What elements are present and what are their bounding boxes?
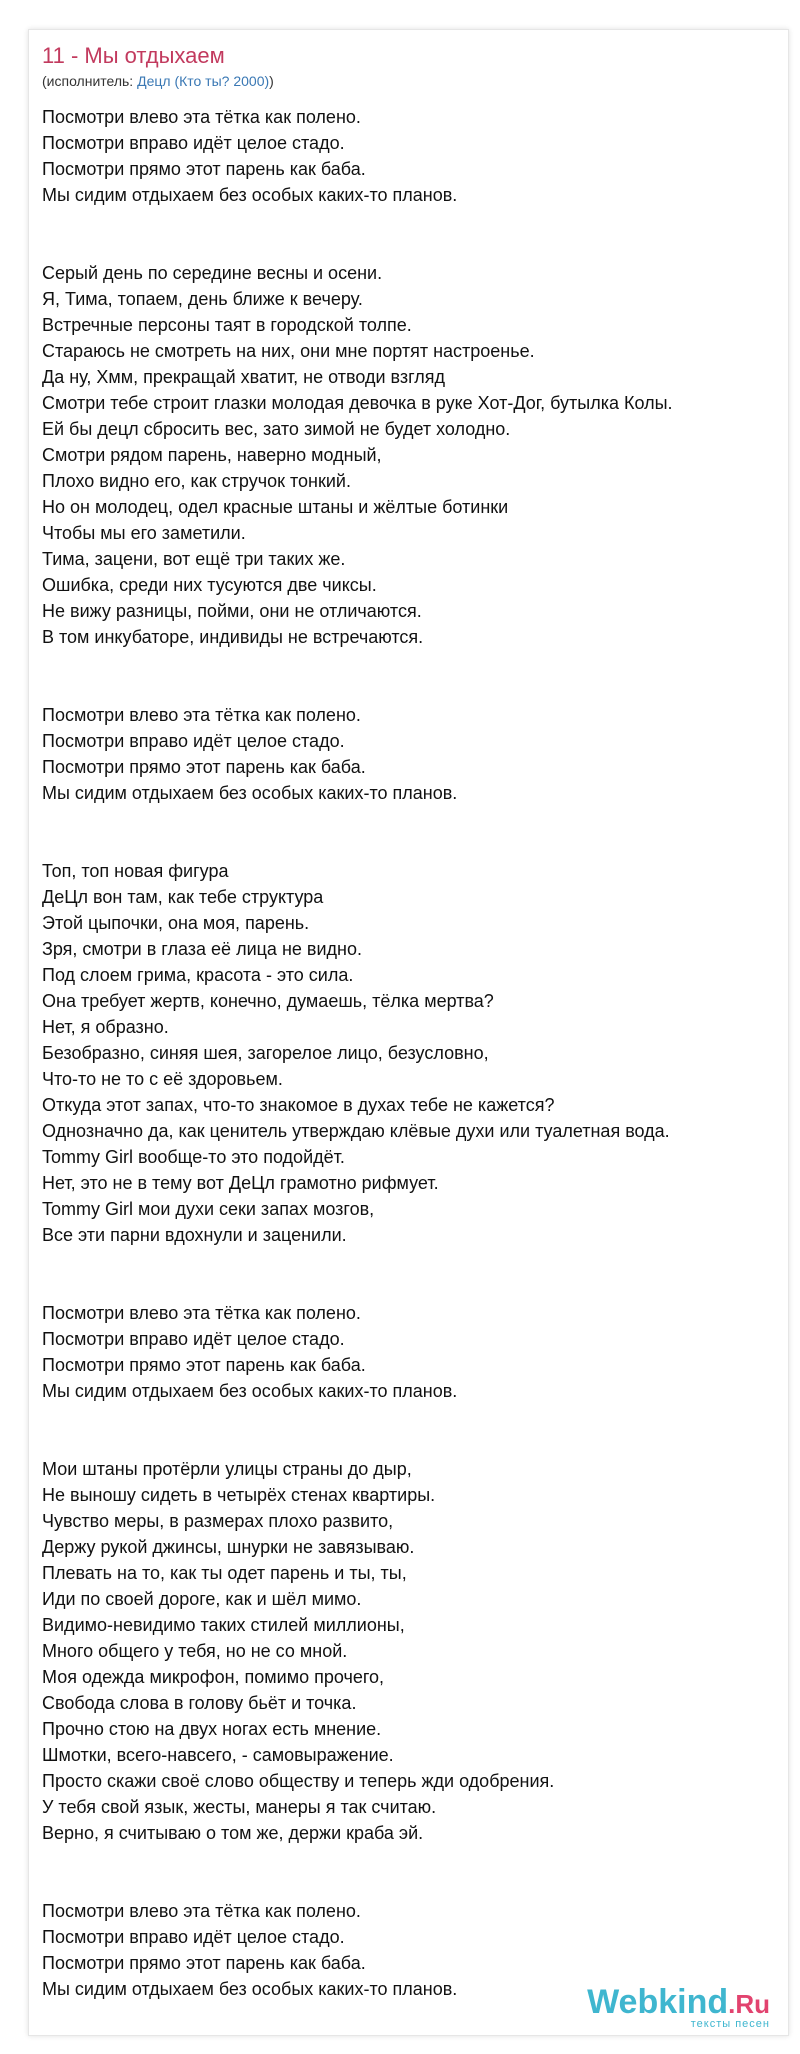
blank-line	[42, 208, 782, 234]
artist-suffix: )	[269, 73, 274, 89]
lyric-line: Просто скажи своё слово обществу и теперь жди одобрения.	[42, 1771, 555, 1791]
blank-line	[42, 1274, 782, 1300]
artist-link[interactable]: Децл (Кто ты? 2000)	[137, 73, 270, 89]
lyric-line: Мои штаны протёрли улицы страны до дыр,	[42, 1459, 412, 1479]
lyric-line: Этой цыпочки, она моя, парень.	[42, 913, 310, 933]
lyric-line: Чтобы мы его заметили.	[42, 523, 246, 543]
lyric-line: Стараюсь не смотреть на них, они мне портят настроенье.	[42, 341, 535, 361]
lyric-line: Мы сидим отдыхаем без особых каких-то планов.	[42, 185, 458, 205]
lyric-line: Серый день по середине весны и осени.	[42, 263, 383, 283]
lyric-line: Чувство меры, в размерах плохо развито,	[42, 1511, 394, 1531]
blank-line	[42, 1846, 782, 1872]
artist-line	[42, 72, 274, 90]
lyric-line: Посмотри вправо идёт целое стадо.	[42, 731, 345, 751]
lyric-line: Tommy Girl вообще-то это подойдёт.	[42, 1147, 345, 1167]
lyric-line: Посмотри прямо этот парень как баба.	[42, 757, 366, 777]
watermark-logo	[587, 1984, 770, 2022]
lyric-line: Что-то не то с её здоровьем.	[42, 1069, 283, 1089]
lyric-line: Держу рукой джинсы, шнурки не завязываю.	[42, 1537, 415, 1557]
watermark-brand: Webkind	[587, 1983, 729, 2021]
lyric-line: Ошибка, среди них тусуются две чиксы.	[42, 575, 377, 595]
lyric-line: Посмотри вправо идёт целое стадо.	[42, 133, 345, 153]
lyric-line: Откуда этот запах, что-то знакомое в духах тебе не кажется?	[42, 1095, 555, 1115]
lyric-line: Зря, смотри в глаза её лица не видно.	[42, 939, 362, 959]
lyric-line: У тебя свой язык, жесты, манеры я так считаю.	[42, 1797, 437, 1817]
lyrics-body	[42, 104, 782, 2002]
site-watermark	[587, 1984, 770, 2030]
lyric-line: Встречные персоны таят в городской толпе.	[42, 315, 412, 335]
lyric-line: Видимо-невидимо таких стилей миллионы,	[42, 1615, 405, 1635]
blank-line	[42, 234, 782, 260]
lyric-line: Я, Тима, топаем, день ближе к вечеру.	[42, 289, 363, 309]
blank-line	[42, 832, 782, 858]
lyric-line: Посмотри влево эта тётка как полено.	[42, 1901, 361, 1921]
lyric-line: Ей бы децл сбросить вес, зато зимой не будет холодно.	[42, 419, 511, 439]
lyric-line: Посмотри влево эта тётка как полено.	[42, 1303, 361, 1323]
lyric-line: Плохо видно его, как стручок тонкий.	[42, 471, 351, 491]
lyric-line: Тима, зацени, вот ещё три таких же.	[42, 549, 346, 569]
lyric-line: Посмотри прямо этот парень как баба.	[42, 159, 366, 179]
lyric-line: Не вижу разницы, пойми, они не отличаются.	[42, 601, 422, 621]
lyric-line: Топ, топ новая фигура	[42, 861, 229, 881]
lyric-line: Мы сидим отдыхаем без особых каких-то планов.	[42, 1381, 458, 1401]
artist-prefix: (исполнитель:	[42, 73, 138, 89]
lyric-line: Мы сидим отдыхаем без особых каких-то планов.	[42, 783, 458, 803]
lyric-line: Но он молодец, одел красные штаны и жёлтые ботинки	[42, 497, 509, 517]
lyric-line: Посмотри вправо идёт целое стадо.	[42, 1329, 345, 1349]
lyric-line: Свобода слова в голову бьёт и точка.	[42, 1693, 357, 1713]
lyric-line: Смотри рядом парень, наверно модный,	[42, 445, 382, 465]
lyric-line: Нет, я образно.	[42, 1017, 169, 1037]
lyric-line: Все эти парни вдохнули и заценили.	[42, 1225, 347, 1245]
lyric-line: Она требует жертв, конечно, думаешь, тёлка мертва?	[42, 991, 494, 1011]
lyric-line: Да ну, Хмм, прекращай хватит, не отводи взгляд	[42, 367, 446, 387]
lyric-line: Моя одежда микрофон, помимо прочего,	[42, 1667, 385, 1687]
lyric-line: Посмотри вправо идёт целое стадо.	[42, 1927, 345, 1947]
blank-line	[42, 1404, 782, 1430]
blank-line	[42, 676, 782, 702]
lyric-line: Иди по своей дороге, как и шёл мимо.	[42, 1589, 362, 1609]
lyric-line: Под слоем грима, красота - это сила.	[42, 965, 354, 985]
lyric-line: Посмотри прямо этот парень как баба.	[42, 1355, 366, 1375]
lyric-line: Посмотри влево эта тётка как полено.	[42, 107, 361, 127]
blank-line	[42, 1872, 782, 1898]
blank-line	[42, 1430, 782, 1456]
lyric-line: Много общего у тебя, но не со мной.	[42, 1641, 348, 1661]
lyric-line: Нет, это не в тему вот ДеЦл грамотно рифмует.	[42, 1173, 439, 1193]
lyric-line: Прочно стою на двух ногах есть мнение.	[42, 1719, 382, 1739]
lyric-line: Однозначно да, как ценитель утверждаю клёвые духи или туалетная вода.	[42, 1121, 670, 1141]
lyric-line: Не выношу сидеть в четырёх стенах квартиры.	[42, 1485, 436, 1505]
lyric-line: Посмотри прямо этот парень как баба.	[42, 1953, 366, 1973]
lyric-line: Верно, я считываю о том же, держи краба эй.	[42, 1823, 424, 1843]
lyric-line: Tommy Girl мои духи секи запах мозгов,	[42, 1199, 375, 1219]
lyric-line: Шмотки, всего-навсего, - самовыражение.	[42, 1745, 394, 1765]
lyric-line: Посмотри влево эта тётка как полено.	[42, 705, 361, 725]
blank-line	[42, 650, 782, 676]
blank-line	[42, 1248, 782, 1274]
song-title: 11 - Мы отдыхаем	[42, 43, 225, 68]
lyric-line: ДеЦл вон там, как тебе структура	[42, 887, 324, 907]
lyric-line: Смотри тебе строит глазки молодая девочка в руке Хот-Дог, бутылка Колы.	[42, 393, 673, 413]
lyric-line: В том инкубаторе, индивиды не встречаются.	[42, 627, 424, 647]
blank-line	[42, 806, 782, 832]
lyric-line: Мы сидим отдыхаем без особых каких-то планов.	[42, 1979, 458, 1999]
watermark-tld: .Ru	[728, 1989, 770, 2019]
watermark-subtitle: тексты песен	[690, 2018, 770, 2030]
lyric-line: Безобразно, синяя шея, загорелое лицо, безусловно,	[42, 1043, 489, 1063]
lyric-line: Плевать на то, как ты одет парень и ты, ты,	[42, 1563, 407, 1583]
